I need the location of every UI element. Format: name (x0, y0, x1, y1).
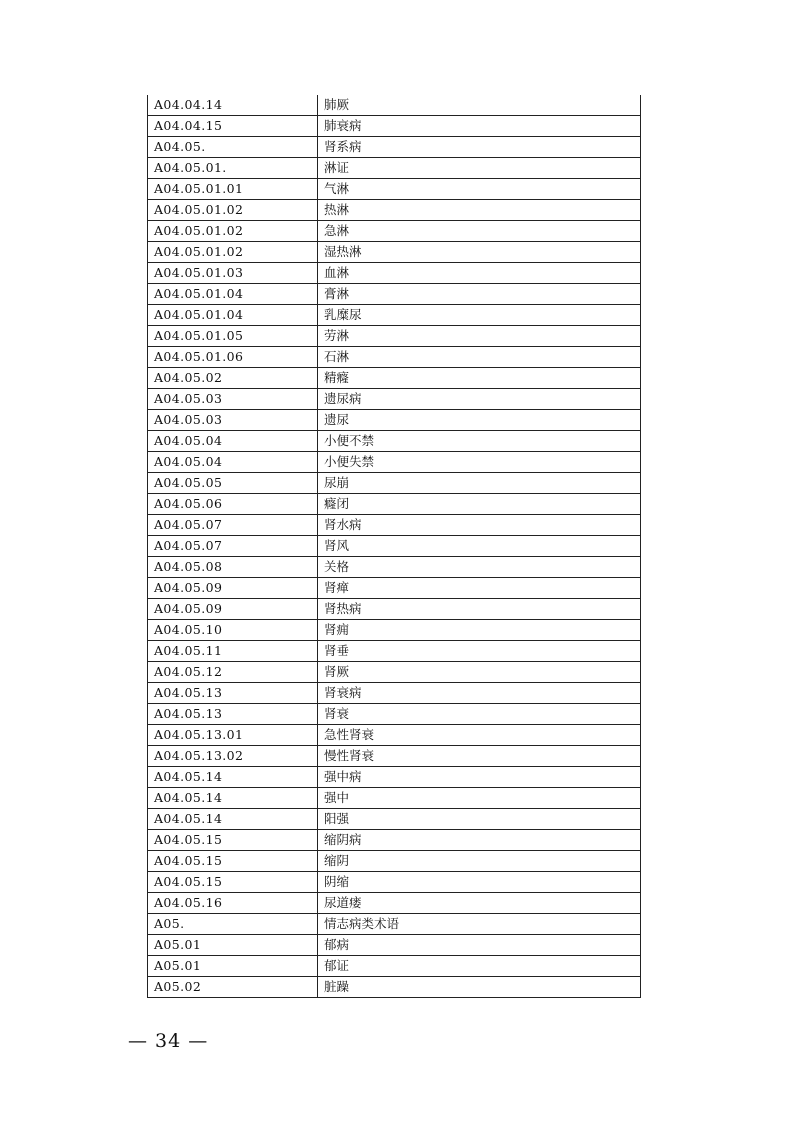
code-cell: A04.05.14 (148, 809, 318, 830)
table-row (148, 683, 641, 704)
term-cell: 肺衰病 (318, 116, 641, 137)
code-cell: A04.05.01.04 (148, 284, 318, 305)
code-cell: A04.05.01.02 (148, 242, 318, 263)
table-row (148, 956, 641, 977)
table-row (148, 137, 641, 158)
table-row (148, 200, 641, 221)
code-cell: A04.04.15 (148, 116, 318, 137)
term-cell: 急淋 (318, 221, 641, 242)
table-row (148, 347, 641, 368)
term-cell: 遗尿 (318, 410, 641, 431)
code-cell: A04.05.01. (148, 158, 318, 179)
term-cell: 肺厥 (318, 95, 641, 116)
term-cell: 肾瘅 (318, 578, 641, 599)
term-cell: 情志病类术语 (318, 914, 641, 935)
code-cell: A04.05.07 (148, 515, 318, 536)
table-row (148, 389, 641, 410)
table-row (148, 935, 641, 956)
code-cell: A04.05.15 (148, 851, 318, 872)
code-cell: A04.05.06 (148, 494, 318, 515)
table-row (148, 809, 641, 830)
table-row (148, 620, 641, 641)
table-row (148, 431, 641, 452)
code-cell: A04.04.14 (148, 95, 318, 116)
term-cell: 小便失禁 (318, 452, 641, 473)
table-row (148, 641, 641, 662)
table-row (148, 746, 641, 767)
term-cell: 湿热淋 (318, 242, 641, 263)
code-cell: A04.05.04 (148, 431, 318, 452)
code-cell: A04.05.01.04 (148, 305, 318, 326)
table-row (148, 95, 641, 116)
term-cell: 肾热病 (318, 599, 641, 620)
table-row (148, 179, 641, 200)
table-body (148, 95, 641, 998)
code-cell: A04.05.01.05 (148, 326, 318, 347)
term-cell: 肾衰 (318, 704, 641, 725)
table-row (148, 452, 641, 473)
term-cell: 尿道瘘 (318, 893, 641, 914)
term-cell: 癃闭 (318, 494, 641, 515)
term-cell: 淋证 (318, 158, 641, 179)
term-cell: 遗尿病 (318, 389, 641, 410)
table-row (148, 599, 641, 620)
term-code-table (147, 95, 641, 998)
code-cell: A04.05.13 (148, 704, 318, 725)
code-cell: A04.05.01.06 (148, 347, 318, 368)
term-cell: 急性肾衰 (318, 725, 641, 746)
code-cell: A05. (148, 914, 318, 935)
table-row (148, 788, 641, 809)
term-cell: 热淋 (318, 200, 641, 221)
table-row (148, 767, 641, 788)
code-cell: A04.05.01.02 (148, 221, 318, 242)
code-cell: A04.05.09 (148, 578, 318, 599)
code-cell: A04.05.05 (148, 473, 318, 494)
term-cell: 缩阴 (318, 851, 641, 872)
code-cell: A04.05.03 (148, 410, 318, 431)
table-row (148, 725, 641, 746)
term-cell: 关格 (318, 557, 641, 578)
term-cell: 尿崩 (318, 473, 641, 494)
table-row (148, 914, 641, 935)
code-cell: A04.05.14 (148, 788, 318, 809)
table-row (148, 284, 641, 305)
table-row (148, 851, 641, 872)
term-cell: 肾厥 (318, 662, 641, 683)
table-row (148, 263, 641, 284)
term-cell: 膏淋 (318, 284, 641, 305)
code-cell: A05.02 (148, 977, 318, 998)
term-cell: 小便不禁 (318, 431, 641, 452)
term-cell: 郁病 (318, 935, 641, 956)
term-cell: 肾衰病 (318, 683, 641, 704)
term-cell: 阴缩 (318, 872, 641, 893)
table-row (148, 410, 641, 431)
code-cell: A05.01 (148, 935, 318, 956)
code-cell: A05.01 (148, 956, 318, 977)
code-cell: A04.05.11 (148, 641, 318, 662)
table-row (148, 368, 641, 389)
term-cell: 强中病 (318, 767, 641, 788)
code-cell: A04.05.04 (148, 452, 318, 473)
code-cell: A04.05.09 (148, 599, 318, 620)
term-cell: 肾垂 (318, 641, 641, 662)
table-row (148, 515, 641, 536)
table-row (148, 494, 641, 515)
table-row (148, 704, 641, 725)
term-cell: 肾水病 (318, 515, 641, 536)
table-row (148, 473, 641, 494)
term-cell: 气淋 (318, 179, 641, 200)
code-cell: A04.05. (148, 137, 318, 158)
code-cell: A04.05.13.02 (148, 746, 318, 767)
table-row (148, 872, 641, 893)
term-cell: 阳强 (318, 809, 641, 830)
table-row (148, 221, 641, 242)
term-cell: 肾痈 (318, 620, 641, 641)
page-number: — 34 — (128, 1030, 209, 1052)
term-cell: 慢性肾衰 (318, 746, 641, 767)
code-cell: A04.05.01.02 (148, 200, 318, 221)
code-cell: A04.05.14 (148, 767, 318, 788)
table-row (148, 536, 641, 557)
code-cell: A04.05.01.01 (148, 179, 318, 200)
term-cell: 血淋 (318, 263, 641, 284)
code-cell: A04.05.16 (148, 893, 318, 914)
code-cell: A04.05.13.01 (148, 725, 318, 746)
table-row (148, 578, 641, 599)
code-cell: A04.05.15 (148, 872, 318, 893)
table-row (148, 977, 641, 998)
term-cell: 石淋 (318, 347, 641, 368)
table-row (148, 326, 641, 347)
table-row (148, 893, 641, 914)
table-row (148, 557, 641, 578)
table-row (148, 305, 641, 326)
table-row (148, 116, 641, 137)
code-cell: A04.05.12 (148, 662, 318, 683)
code-cell: A04.05.13 (148, 683, 318, 704)
code-cell: A04.05.01.03 (148, 263, 318, 284)
code-cell: A04.05.10 (148, 620, 318, 641)
code-cell: A04.05.08 (148, 557, 318, 578)
term-cell: 脏躁 (318, 977, 641, 998)
term-cell: 精癃 (318, 368, 641, 389)
term-cell: 强中 (318, 788, 641, 809)
code-cell: A04.05.03 (148, 389, 318, 410)
table-row (148, 662, 641, 683)
term-cell: 劳淋 (318, 326, 641, 347)
table-row (148, 242, 641, 263)
table-row (148, 158, 641, 179)
term-cell: 肾风 (318, 536, 641, 557)
term-cell: 缩阴病 (318, 830, 641, 851)
term-cell: 郁证 (318, 956, 641, 977)
term-cell: 肾系病 (318, 137, 641, 158)
code-cell: A04.05.02 (148, 368, 318, 389)
term-cell: 乳糜尿 (318, 305, 641, 326)
code-cell: A04.05.15 (148, 830, 318, 851)
table-row (148, 830, 641, 851)
code-cell: A04.05.07 (148, 536, 318, 557)
